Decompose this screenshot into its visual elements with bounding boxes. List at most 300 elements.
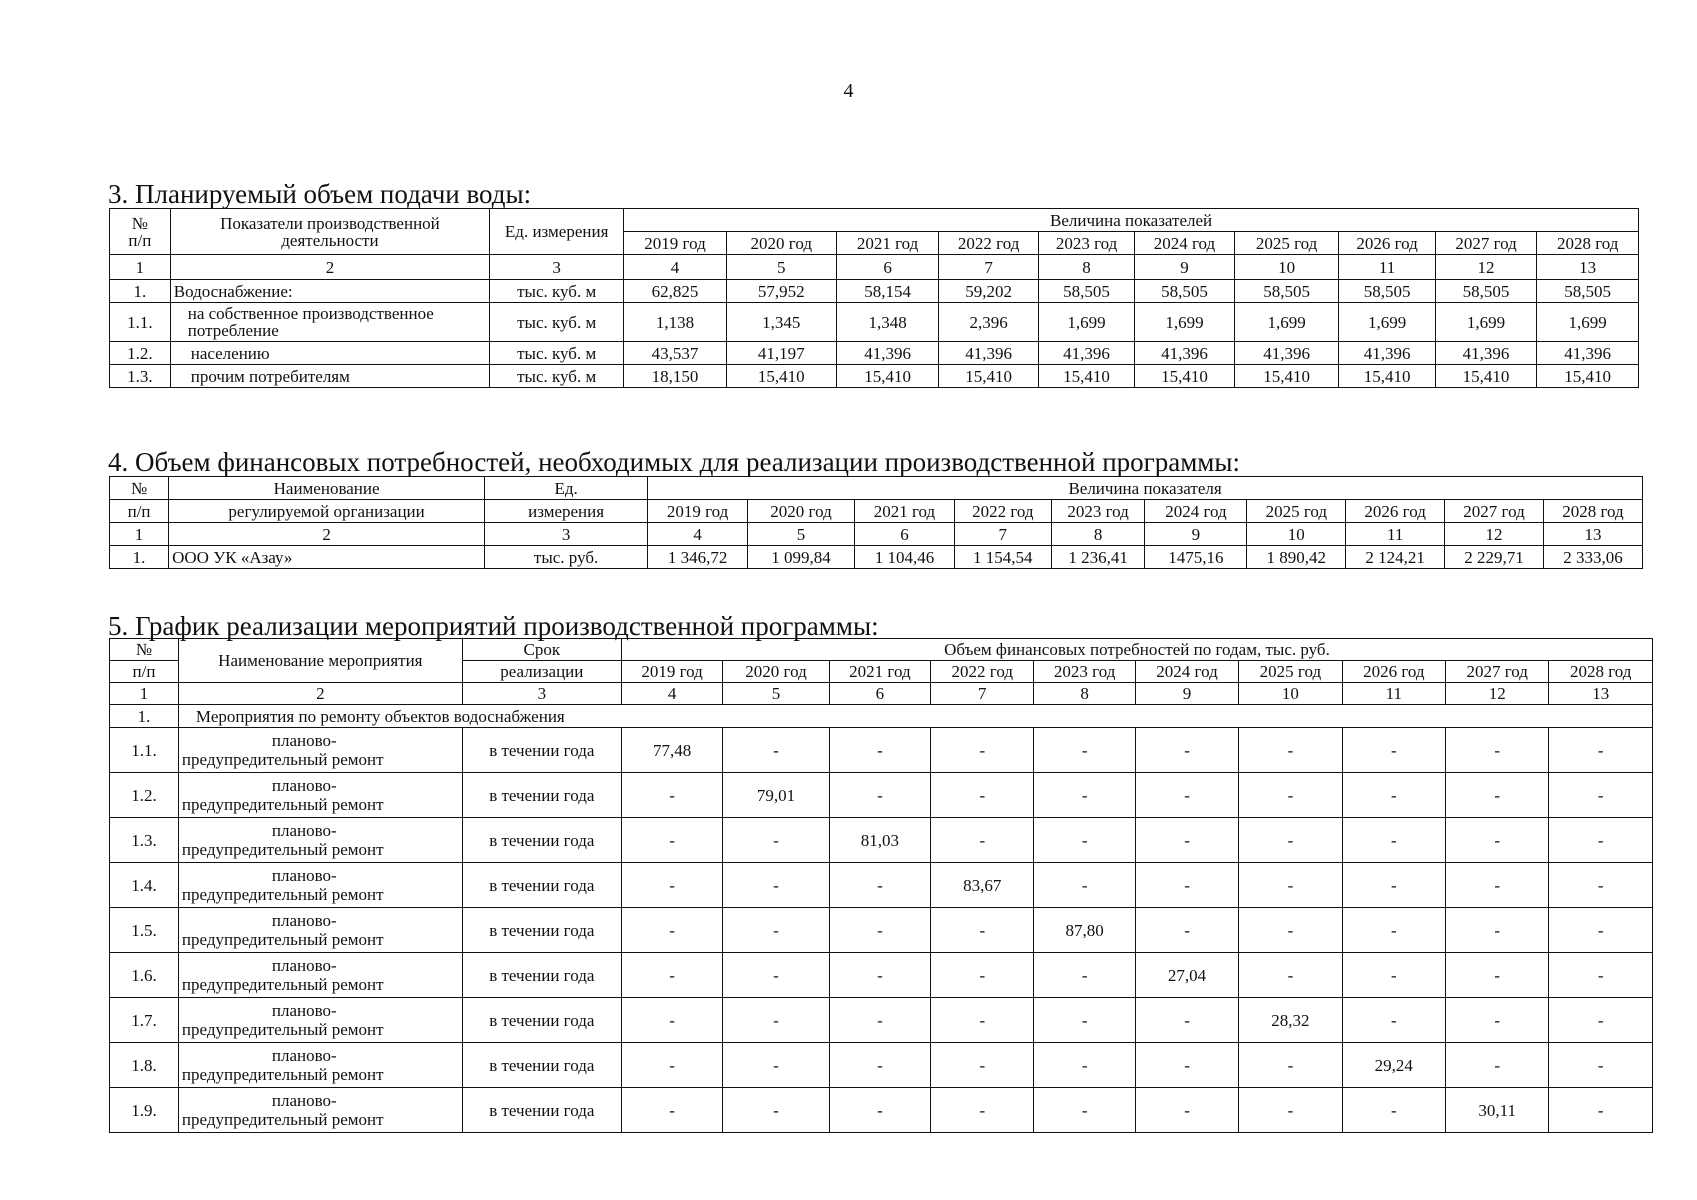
column-number: 2 xyxy=(170,255,489,280)
section5-title: 5. График реализации мероприятий производственной программы: xyxy=(108,611,879,641)
event-name: планово- предупредительный ремонт xyxy=(178,728,462,773)
cell-value: 2,396 xyxy=(939,303,1038,342)
cell-value: - xyxy=(723,818,829,863)
row-number: 1.9. xyxy=(110,1088,179,1133)
header-no: № xyxy=(110,477,169,500)
event-term: в течении года xyxy=(462,728,621,773)
header-year: 2023 год xyxy=(1051,500,1145,523)
row-unit: тыс. куб. м xyxy=(490,342,624,365)
column-number: 10 xyxy=(1239,683,1342,705)
cell-value: 41,396 xyxy=(939,342,1038,365)
cell-value: - xyxy=(1549,863,1653,908)
table-row xyxy=(110,908,1653,953)
table-header-years xyxy=(110,500,1643,523)
row-name: Водоснабжение: xyxy=(170,280,489,303)
cell-value: - xyxy=(1549,728,1653,773)
cell-value: 15,410 xyxy=(939,365,1038,388)
cell-value: 30,11 xyxy=(1446,1088,1549,1133)
column-number: 3 xyxy=(485,523,648,546)
cell-value: - xyxy=(1034,1043,1135,1088)
column-number: 10 xyxy=(1234,255,1339,280)
row-number: 1. xyxy=(110,280,171,303)
cell-value: - xyxy=(1239,1043,1342,1088)
header-org: Наименование xyxy=(169,477,485,500)
header-indicator: Показатели производственной деятельности xyxy=(170,209,489,255)
cell-value: 15,410 xyxy=(1234,365,1339,388)
cell-value: - xyxy=(1034,773,1135,818)
row-number: 1.8. xyxy=(110,1043,179,1088)
cell-value: - xyxy=(829,953,930,998)
cell-value: - xyxy=(931,998,1034,1043)
page-number: 4 xyxy=(843,80,854,102)
cell-value: 79,01 xyxy=(723,773,829,818)
table-row xyxy=(110,1088,1653,1133)
table-row xyxy=(110,280,1639,303)
section3-title: 3. Планируемый объем подачи воды: xyxy=(108,179,532,209)
header-year: 2026 год xyxy=(1346,500,1445,523)
cell-value: - xyxy=(1135,908,1238,953)
cell-value: - xyxy=(1342,863,1445,908)
row-unit: тыс. куб. м xyxy=(490,303,624,342)
column-number: 6 xyxy=(829,683,930,705)
event-term: в течении года xyxy=(462,953,621,998)
header-year: 2024 год xyxy=(1145,500,1247,523)
column-number: 10 xyxy=(1247,523,1346,546)
header-year: 2020 год xyxy=(723,661,829,683)
section4-title: 4. Объем финансовых потребностей, необходимых для реализации производственной программы: xyxy=(108,447,1241,477)
cell-value: - xyxy=(1135,773,1238,818)
cell-value: - xyxy=(1239,728,1342,773)
header-org: регулируемой организации xyxy=(169,500,485,523)
cell-value: - xyxy=(1135,1088,1238,1133)
cell-value: - xyxy=(1135,818,1238,863)
cell-value: - xyxy=(1446,773,1549,818)
cell-value: 1,699 xyxy=(1435,303,1537,342)
cell-value: 41,396 xyxy=(1234,342,1339,365)
header-year: 2025 год xyxy=(1239,661,1342,683)
column-number: 8 xyxy=(1034,683,1135,705)
event-term: в течении года xyxy=(462,773,621,818)
cell-value: 1 154,54 xyxy=(954,546,1051,569)
cell-value: 41,396 xyxy=(1135,342,1234,365)
header-year: 2025 год xyxy=(1234,232,1339,255)
cell-value: 15,410 xyxy=(726,365,836,388)
header-year: 2022 год xyxy=(931,661,1034,683)
table-row xyxy=(110,998,1653,1043)
section-name: Мероприятия по ремонту объектов водоснабжения xyxy=(178,705,1652,728)
cell-value: - xyxy=(1034,1088,1135,1133)
cell-value: 1 346,72 xyxy=(648,546,748,569)
header-term: реализации xyxy=(462,661,621,683)
column-number: 2 xyxy=(178,683,462,705)
financial-needs-table xyxy=(109,476,1643,569)
column-number: 8 xyxy=(1038,255,1134,280)
cell-value: - xyxy=(829,998,930,1043)
cell-value: - xyxy=(829,1043,930,1088)
cell-value: 41,396 xyxy=(836,342,939,365)
event-term: в течении года xyxy=(462,818,621,863)
header-unit: Ед. xyxy=(485,477,648,500)
cell-value: - xyxy=(723,728,829,773)
cell-value: - xyxy=(1239,953,1342,998)
cell-value: 18,150 xyxy=(624,365,727,388)
table-row xyxy=(110,728,1653,773)
cell-value: - xyxy=(931,953,1034,998)
header-year: 2025 год xyxy=(1247,500,1346,523)
cell-value: 15,410 xyxy=(1339,365,1435,388)
column-number: 3 xyxy=(490,255,624,280)
cell-value: 58,505 xyxy=(1135,280,1234,303)
cell-value: 41,197 xyxy=(726,342,836,365)
header-year: 2026 год xyxy=(1339,232,1435,255)
cell-value: - xyxy=(1549,1088,1653,1133)
cell-value: 57,952 xyxy=(726,280,836,303)
cell-value: - xyxy=(829,773,930,818)
header-year: 2022 год xyxy=(954,500,1051,523)
cell-value: - xyxy=(1446,863,1549,908)
cell-value: - xyxy=(1446,908,1549,953)
table-header-row xyxy=(110,209,1639,232)
header-year: 2027 год xyxy=(1445,500,1544,523)
header-year: 2028 год xyxy=(1549,661,1653,683)
column-number: 6 xyxy=(836,255,939,280)
cell-value: - xyxy=(621,908,722,953)
cell-value: 83,67 xyxy=(931,863,1034,908)
header-group: Величина показателя xyxy=(648,477,1643,500)
header-event: Наименование мероприятия xyxy=(178,639,462,683)
row-number: 1.1. xyxy=(110,728,179,773)
cell-value: - xyxy=(1342,908,1445,953)
cell-value: - xyxy=(1342,773,1445,818)
header-year: 2021 год xyxy=(829,661,930,683)
cell-value: 1,345 xyxy=(726,303,836,342)
cell-value: - xyxy=(931,818,1034,863)
column-number: 13 xyxy=(1549,683,1653,705)
row-name: прочим потребителям xyxy=(170,365,489,388)
header-year: 2024 год xyxy=(1135,661,1238,683)
cell-value: - xyxy=(1549,998,1653,1043)
cell-value: - xyxy=(723,908,829,953)
cell-value: 59,202 xyxy=(939,280,1038,303)
cell-value: - xyxy=(1135,863,1238,908)
header-year: 2019 год xyxy=(648,500,748,523)
cell-value: 41,396 xyxy=(1038,342,1134,365)
cell-value: - xyxy=(723,863,829,908)
cell-value: 28,32 xyxy=(1239,998,1342,1043)
cell-value: - xyxy=(621,1043,722,1088)
water-supply-table xyxy=(109,208,1639,388)
column-number: 4 xyxy=(621,683,722,705)
column-number: 7 xyxy=(954,523,1051,546)
cell-value: - xyxy=(1342,728,1445,773)
cell-value: - xyxy=(829,728,930,773)
cell-value: - xyxy=(621,1088,722,1133)
column-number: 1 xyxy=(110,523,169,546)
cell-value: - xyxy=(1549,1043,1653,1088)
row-number: 1.5. xyxy=(110,908,179,953)
cell-value: - xyxy=(1549,953,1653,998)
cell-value: 1 104,46 xyxy=(855,546,955,569)
cell-value: - xyxy=(1034,818,1135,863)
cell-value: 1,699 xyxy=(1339,303,1435,342)
cell-value: - xyxy=(723,998,829,1043)
table-header-row xyxy=(110,477,1643,500)
table-row xyxy=(110,365,1639,388)
cell-value: 87,80 xyxy=(1034,908,1135,953)
cell-value: - xyxy=(829,1088,930,1133)
event-name: планово- предупредительный ремонт xyxy=(178,818,462,863)
cell-value: - xyxy=(1135,998,1238,1043)
column-number-row xyxy=(110,523,1643,546)
event-name: планово- предупредительный ремонт xyxy=(178,1088,462,1133)
cell-value: - xyxy=(1342,1088,1445,1133)
header-year: 2027 год xyxy=(1446,661,1549,683)
cell-value: - xyxy=(621,998,722,1043)
header-term: Срок xyxy=(462,639,621,661)
cell-value: 58,505 xyxy=(1038,280,1134,303)
row-number: 1.1. xyxy=(110,303,171,342)
column-number: 12 xyxy=(1445,523,1544,546)
cell-value: - xyxy=(723,953,829,998)
cell-value: - xyxy=(621,773,722,818)
cell-value: - xyxy=(621,863,722,908)
cell-value: - xyxy=(1342,998,1445,1043)
column-number: 3 xyxy=(462,683,621,705)
header-no: п/п xyxy=(110,661,179,683)
row-name: на собственное производственное потребление xyxy=(170,303,489,342)
cell-value: 41,396 xyxy=(1435,342,1537,365)
row-number: 1.4. xyxy=(110,863,179,908)
header-year: 2019 год xyxy=(624,232,727,255)
column-number: 5 xyxy=(748,523,855,546)
cell-value: - xyxy=(931,1088,1034,1133)
column-number: 1 xyxy=(110,683,179,705)
event-name: планово- предупредительный ремонт xyxy=(178,863,462,908)
header-no: п/п xyxy=(110,500,169,523)
row-name: населению xyxy=(170,342,489,365)
cell-value: - xyxy=(1239,908,1342,953)
cell-value: 2 229,71 xyxy=(1445,546,1544,569)
cell-value: 15,410 xyxy=(1135,365,1234,388)
org-name: ООО УК «Азау» xyxy=(169,546,485,569)
header-year: 2020 год xyxy=(748,500,855,523)
column-number: 11 xyxy=(1339,255,1435,280)
cell-value: 1 236,41 xyxy=(1051,546,1145,569)
row-number: 1. xyxy=(110,546,169,569)
cell-value: - xyxy=(1549,773,1653,818)
event-term: в течении года xyxy=(462,998,621,1043)
cell-value: 2 333,06 xyxy=(1543,546,1642,569)
cell-value: - xyxy=(1034,728,1135,773)
cell-value: - xyxy=(829,908,930,953)
table-row xyxy=(110,342,1639,365)
cell-value: 1475,16 xyxy=(1145,546,1247,569)
cell-value: 1,699 xyxy=(1038,303,1134,342)
cell-value: 58,154 xyxy=(836,280,939,303)
cell-value: - xyxy=(1549,818,1653,863)
column-number: 12 xyxy=(1435,255,1537,280)
header-no: № xyxy=(110,639,179,661)
header-year: 2022 год xyxy=(939,232,1038,255)
column-number: 13 xyxy=(1537,255,1639,280)
section-row xyxy=(110,705,1653,728)
event-name: планово- предупредительный ремонт xyxy=(178,998,462,1043)
cell-value: 62,825 xyxy=(624,280,727,303)
row-unit: тыс. куб. м xyxy=(490,365,624,388)
column-number: 7 xyxy=(931,683,1034,705)
cell-value: - xyxy=(1446,998,1549,1043)
row-number: 1.2. xyxy=(110,773,179,818)
header-year: 2023 год xyxy=(1038,232,1134,255)
table-row xyxy=(110,546,1643,569)
column-number: 12 xyxy=(1446,683,1549,705)
cell-value: 29,24 xyxy=(1342,1043,1445,1088)
column-number: 1 xyxy=(110,255,171,280)
cell-value: 58,505 xyxy=(1339,280,1435,303)
cell-value: 15,410 xyxy=(1038,365,1134,388)
cell-value: 1,699 xyxy=(1135,303,1234,342)
cell-value: 41,396 xyxy=(1537,342,1639,365)
cell-value: - xyxy=(931,1043,1034,1088)
cell-value: - xyxy=(1135,1043,1238,1088)
column-number: 7 xyxy=(939,255,1038,280)
column-number: 13 xyxy=(1543,523,1642,546)
row-number: 1.7. xyxy=(110,998,179,1043)
column-number: 5 xyxy=(726,255,836,280)
cell-value: 15,410 xyxy=(1537,365,1639,388)
cell-value: 58,505 xyxy=(1435,280,1537,303)
cell-value: 15,410 xyxy=(836,365,939,388)
row-number: 1.2. xyxy=(110,342,171,365)
cell-value: - xyxy=(723,1043,829,1088)
cell-value: - xyxy=(931,908,1034,953)
cell-value: - xyxy=(621,818,722,863)
header-unit: Ед. измерения xyxy=(490,209,624,255)
cell-value: - xyxy=(1239,1088,1342,1133)
cell-value: 27,04 xyxy=(1135,953,1238,998)
event-term: в течении года xyxy=(462,1088,621,1133)
event-term: в течении года xyxy=(462,863,621,908)
table-row xyxy=(110,303,1639,342)
cell-value: - xyxy=(1034,953,1135,998)
cell-value: - xyxy=(1446,1043,1549,1088)
cell-value: - xyxy=(1549,908,1653,953)
column-number: 6 xyxy=(855,523,955,546)
row-number: 1.3. xyxy=(110,365,171,388)
header-year: 2020 год xyxy=(726,232,836,255)
header-year: 2023 год xyxy=(1034,661,1135,683)
events-body xyxy=(110,728,1653,1133)
column-number: 5 xyxy=(723,683,829,705)
header-year: 2028 год xyxy=(1537,232,1639,255)
cell-value: - xyxy=(1446,728,1549,773)
column-number: 8 xyxy=(1051,523,1145,546)
header-year: 2021 год xyxy=(836,232,939,255)
cell-value: - xyxy=(1342,953,1445,998)
cell-value: - xyxy=(931,728,1034,773)
cell-value: 1,348 xyxy=(836,303,939,342)
column-number: 4 xyxy=(648,523,748,546)
cell-value: - xyxy=(1135,728,1238,773)
event-term: в течении года xyxy=(462,1043,621,1088)
row-unit: тыс. руб. xyxy=(485,546,648,569)
column-number-row xyxy=(110,683,1653,705)
table-header-row xyxy=(110,639,1653,661)
cell-value: - xyxy=(723,1088,829,1133)
cell-value: 77,48 xyxy=(621,728,722,773)
event-name: планово- предупредительный ремонт xyxy=(178,1043,462,1088)
cell-value: - xyxy=(621,953,722,998)
event-term: в течении года xyxy=(462,908,621,953)
cell-value: 2 124,21 xyxy=(1346,546,1445,569)
event-name: планово- предупредительный ремонт xyxy=(178,773,462,818)
table-row xyxy=(110,773,1653,818)
cell-value: - xyxy=(1034,998,1135,1043)
table-row xyxy=(110,1043,1653,1088)
column-number: 9 xyxy=(1135,683,1238,705)
header-year: 2021 год xyxy=(855,500,955,523)
cell-value: 1,138 xyxy=(624,303,727,342)
header-group: Объем финансовых потребностей по годам, тыс. руб. xyxy=(621,639,1652,661)
cell-value: - xyxy=(1239,863,1342,908)
header-year: 2019 год xyxy=(621,661,722,683)
table-row xyxy=(110,863,1653,908)
cell-value: 1 890,42 xyxy=(1247,546,1346,569)
cell-value: 15,410 xyxy=(1435,365,1537,388)
row-number: 1.3. xyxy=(110,818,179,863)
header-year: 2027 год xyxy=(1435,232,1537,255)
header-group: Величина показателей xyxy=(624,209,1639,232)
column-number: 11 xyxy=(1346,523,1445,546)
events-schedule-table xyxy=(109,638,1653,1133)
event-name: планово- предупредительный ремонт xyxy=(178,908,462,953)
column-number: 9 xyxy=(1135,255,1234,280)
column-number: 4 xyxy=(624,255,727,280)
cell-value: 1,699 xyxy=(1234,303,1339,342)
row-unit: тыс. куб. м xyxy=(490,280,624,303)
cell-value: - xyxy=(1239,818,1342,863)
column-number: 2 xyxy=(169,523,485,546)
header-no: № п/п xyxy=(110,209,171,255)
header-year: 2028 год xyxy=(1543,500,1642,523)
header-year: 2026 год xyxy=(1342,661,1445,683)
table-row xyxy=(110,953,1653,998)
cell-value: - xyxy=(931,773,1034,818)
cell-value: 58,505 xyxy=(1234,280,1339,303)
column-number: 9 xyxy=(1145,523,1247,546)
cell-value: 43,537 xyxy=(624,342,727,365)
cell-value: - xyxy=(1342,818,1445,863)
header-unit: измерения xyxy=(485,500,648,523)
cell-value: - xyxy=(1446,818,1549,863)
cell-value: 58,505 xyxy=(1537,280,1639,303)
table-row xyxy=(110,818,1653,863)
row-number: 1. xyxy=(110,705,179,728)
cell-value: 1 099,84 xyxy=(748,546,855,569)
column-number: 11 xyxy=(1342,683,1445,705)
column-number-row xyxy=(110,255,1639,280)
row-number: 1.6. xyxy=(110,953,179,998)
cell-value: - xyxy=(1034,863,1135,908)
cell-value: 81,03 xyxy=(829,818,930,863)
cell-value: - xyxy=(1239,773,1342,818)
cell-value: 1,699 xyxy=(1537,303,1639,342)
event-name: планово- предупредительный ремонт xyxy=(178,953,462,998)
cell-value: - xyxy=(1446,953,1549,998)
header-year: 2024 год xyxy=(1135,232,1234,255)
cell-value: - xyxy=(829,863,930,908)
cell-value: 41,396 xyxy=(1339,342,1435,365)
